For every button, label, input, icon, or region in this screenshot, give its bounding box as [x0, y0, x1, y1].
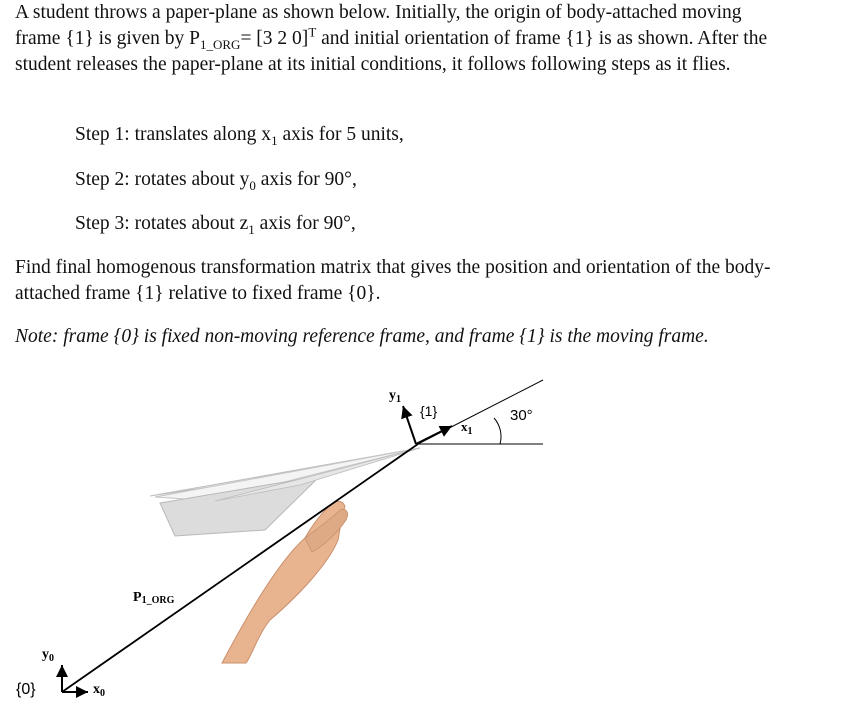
problem-note: Note: frame {0} is fixed non-moving reference frame, and frame {1} is the moving frame.: [15, 326, 709, 347]
frame0-label: {0}: [16, 681, 36, 698]
paper-plane-figure: [0, 360, 600, 723]
problem-intro: A student throws a paper-plane as shown below. Initially, the origin of body-attached moving frame {1} is given by $P_{1\_ORG}= [3$ 2 0]$^T$ and initial orientation of frame {1} is as shown. After the student releases the paper-plane at its initial conditions, it follows following steps as it flies.: [15, 2, 768, 75]
angle-arc: [494, 418, 501, 444]
x1-label: $x_1$: [461, 419, 473, 437]
x0-label: $x_0$: [93, 682, 105, 699]
step-2: Step 2: rotates about $y_0$ axis for 90°,: [75, 169, 357, 193]
p1-org-label: P1_ORG: [133, 590, 175, 606]
x1-axis: [416, 426, 452, 444]
y1-label: $y_1$: [389, 388, 401, 405]
angle-label: 30°: [510, 407, 533, 424]
frame1-label: {1}: [420, 403, 438, 419]
step-3: Step 3: rotates about $z_1$ axis for 90°,: [75, 213, 356, 237]
problem-question: Find final homogenous transformation matrix that gives the position and orientation of the body-attached frame {1} relative to fixed frame {0}.: [15, 257, 771, 304]
y0-label: $y_0$: [42, 647, 54, 664]
plane-fold: [215, 448, 420, 501]
step-1: Step 1: translates along $x_1$ axis for 5 units,: [75, 124, 404, 148]
y1-axis: [403, 406, 416, 444]
